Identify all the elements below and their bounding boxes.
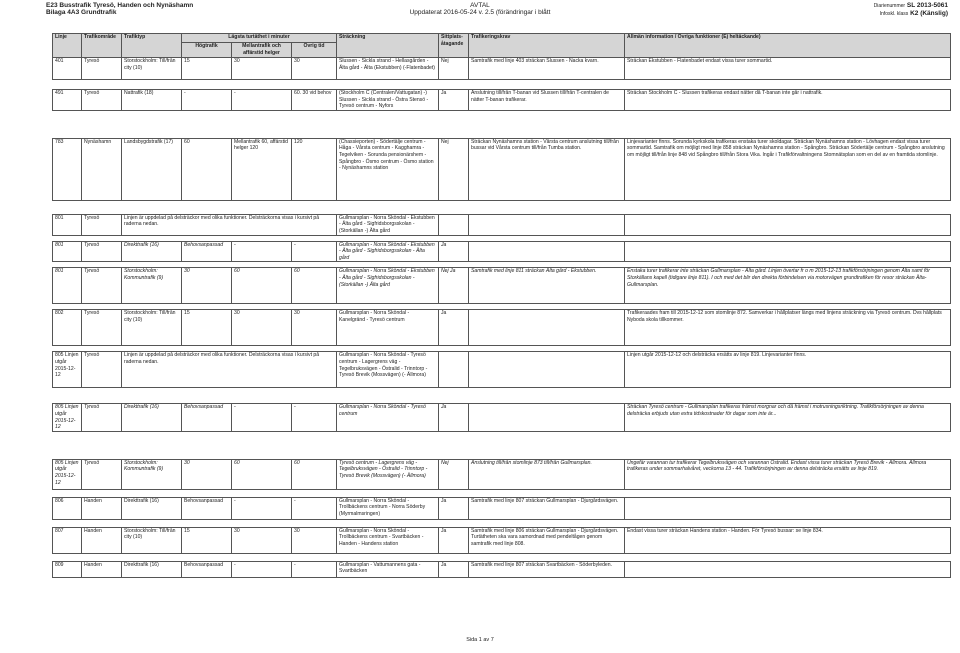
cell-omrade: Tyresö <box>82 268 122 304</box>
col-trafikeringskrav: Trafikeringskrav <box>469 34 625 58</box>
cell-mellantrafik: - <box>232 404 292 431</box>
col-turtathet: Lägsta turtäthet i minuter <box>182 34 337 43</box>
row-spacer <box>53 388 951 404</box>
cell-ovrig: 60. 30 vid behov <box>292 90 337 111</box>
row-spacer <box>53 519 951 527</box>
cell-ovrig: 120 <box>292 138 337 200</box>
cell-mellantrafik: 60 <box>232 459 292 489</box>
cell-krav: Anslutning till/från T-banan vid Slussen till/från T-centralen de nätter T-banan trafikerar. <box>469 90 625 111</box>
spacer-cell <box>53 388 951 404</box>
cell-ovrig: 30 <box>292 58 337 80</box>
cell-sittplats: Nej <box>439 459 469 489</box>
cell-trafiktyp: Nattrafik (18) <box>122 90 182 111</box>
cell-krav <box>469 241 625 262</box>
col-hogtrafik: Högtrafik <box>182 43 232 58</box>
cell-strackning: Gullmarsplan - Norra Sköndal - Tyresö centrum - Lagergrens väg - Tegelbruksvägen - Östralid - Trinntorp - Tyresö Brevik (Mossvägen) (- Ällmora) <box>337 352 439 388</box>
cell-sittplats: Ja <box>439 561 469 577</box>
cell-ovrig: - <box>292 241 337 262</box>
cell-ovrig: - <box>292 404 337 431</box>
cell-sittplats <box>439 214 469 235</box>
cell-ovrig: 60 <box>292 268 337 304</box>
table-row <box>53 58 951 80</box>
cell-mellantrafik: 60 <box>232 268 292 304</box>
table-row <box>53 404 951 431</box>
col-mellantrafik: Mellantrafik och affärstid helger <box>232 43 292 58</box>
cell-omrade: Tyresö <box>82 404 122 431</box>
table-row <box>53 214 951 235</box>
cell-krav: Samtrafik med linje 806 sträckan Gullmarsplan - Djurgårdsvägen. Turtätheten ska vara samordnad med pendeltågen genom samtrafik med linje 808. <box>469 527 625 553</box>
table-row <box>53 90 951 111</box>
cell-strackning: Gullmarsplan - Vattumannens gata - Svartbäcken <box>337 561 439 577</box>
cell-krav: Anslutning till/från stomlinje 873 till/från Gullmarsplan. <box>469 459 625 489</box>
cell-trafiktyp: Direkttrafik (16) <box>122 561 182 577</box>
cell-mellantrafik: - <box>232 90 292 111</box>
cell-linje: 801 <box>53 241 82 262</box>
cell-omrade: Tyresö <box>82 459 122 489</box>
cell-mellantrafik: - <box>232 561 292 577</box>
col-allman-info: Allmän information / Övriga funktioner (Ej heltäckande) <box>625 34 951 58</box>
spacer-cell <box>53 200 951 214</box>
cell-linje: 491 <box>53 90 82 111</box>
cell-info: Trafikeraades fram till 2015-12-12 som stomlinje 872. Samverkar i hållplatser längs med linjens sträckning via Tyresö centrum. Dvs hållplats Nyboda skola tillkommer. <box>625 310 951 346</box>
security-class: K2 (Känslig) <box>910 10 948 17</box>
cell-krav: Samtrafik med linje 807 sträckan Svartbäcken - Söderbyleden. <box>469 561 625 577</box>
cell-info: Ungefär varannan tur trafikerar Tegelbruksvägen och varannan Östralid. Endast vissa turer sträckan Tyresö Brevik - Ällmora. Ällmora trafikeras under sommarhalvåret, veckorna 13 - 44. Trafikförsörjningen av denna delsträcka ersätts av linje 819. <box>625 459 951 489</box>
document-header <box>0 2 960 16</box>
cell-omrade: Tyresö <box>82 310 122 346</box>
cell-hogtrafik: 60 <box>182 138 232 200</box>
table-row <box>53 268 951 304</box>
cell-omrade: Tyresö <box>82 58 122 80</box>
cell-linje: 809 <box>53 561 82 577</box>
cell-trafiktyp: Linjen är uppdelad på delsträckor med olika funktioner. Delsträckorna visas i kursivt på raderna nedan. <box>122 352 337 388</box>
cell-strackning: Gullmarsplan - Norra Sköndal - Ekstubben - Älta gård - Sigfridsborgsskolan - (Storkällan -) Älta gård <box>337 268 439 304</box>
row-spacer <box>53 553 951 561</box>
cell-mellantrafik: - <box>232 241 292 262</box>
cell-ovrig: - <box>292 497 337 519</box>
traffic-table <box>52 33 951 578</box>
cell-strackning: Gullmarsplan - Norra Sköndal - Ekstubben - Älta gård - Sigfridsborgsskolan - Älta gård <box>337 241 439 262</box>
cell-linje: 801 <box>53 268 82 304</box>
cell-mellantrafik: - <box>232 497 292 519</box>
col-sittplats: Sittplats-åtagande <box>439 34 469 58</box>
cell-krav <box>469 214 625 235</box>
cell-sittplats: Ja <box>439 527 469 553</box>
spacer-cell <box>53 553 951 561</box>
cell-ovrig: 60 <box>292 459 337 489</box>
cell-info <box>625 214 951 235</box>
cell-mellantrafik: 30 <box>232 527 292 553</box>
cell-hogtrafik: - <box>182 90 232 111</box>
cell-ovrig: 30 <box>292 310 337 346</box>
cell-hogtrafik: 30 <box>182 459 232 489</box>
cell-linje: 401 <box>53 58 82 80</box>
project-title: E23 Busstrafik Tyresö, Handen och Nynäshamn <box>46 2 194 9</box>
row-spacer <box>53 489 951 497</box>
cell-hogtrafik: 15 <box>182 527 232 553</box>
cell-ovrig: - <box>292 561 337 577</box>
cell-trafiktyp: Direkttrafik (16) <box>122 404 182 431</box>
cell-krav <box>469 310 625 346</box>
cell-linje: 805 Linjen utgår 2015-12-12 <box>53 459 82 489</box>
table-row <box>53 561 951 577</box>
cell-info: Sträckan Stockholm C - Slussen trafikeras endast nätter då T-banan inte går i nattrafik. <box>625 90 951 111</box>
cell-omrade: Tyresö <box>82 214 122 235</box>
cell-omrade: Nynäshamn <box>82 138 122 200</box>
cell-strackning: Slussen - Sickla strand - Hellasgården - Älta gård - Älta (Ekstubben) (-Flatenbadet) <box>337 58 439 80</box>
cell-sittplats: Ja <box>439 90 469 111</box>
cell-trafiktyp: Storstockholm: Till/från city (10) <box>122 58 182 80</box>
header-right <box>874 2 948 18</box>
cell-info <box>625 497 951 519</box>
cell-krav: Sträckan Nynäshamns station - Vårsta centrum anslutning till/från bussar vid Vårsta centrum till/från Tumba station. <box>469 138 625 200</box>
cell-omrade: Tyresö <box>82 241 122 262</box>
appendix-title: Bilaga 4A3 Grundtrafik <box>46 9 117 16</box>
cell-trafiktyp: Storstockholm: Kommuntrafik (9) <box>122 268 182 304</box>
row-spacer <box>53 110 951 138</box>
row-spacer <box>53 431 951 459</box>
cell-sittplats: Ja <box>439 241 469 262</box>
cell-strackning: (Chassieporten) - Södertälje centrum - Håga - Vårsta centrum - Kagghamra - Tegelviken - Sorunda pensionärshem - Spångbro - Ösmo centrum - Ösmo station - Nynäshamns station <box>337 138 439 200</box>
cell-hogtrafik: Behovsanpassad <box>182 404 232 431</box>
cell-krav <box>469 352 625 388</box>
table-row <box>53 459 951 489</box>
cell-strackning: Gullmarsplan - Norra Sköndal - Trollbäckens centrum - Svartbäcken - Handen - Handens station <box>337 527 439 553</box>
cell-info: Endast vissa turer sträckan Handens station - Handen. För Tyresö bussar: se linje 834. <box>625 527 951 553</box>
table-row <box>53 497 951 519</box>
cell-linje: 806 <box>53 497 82 519</box>
row-spacer <box>53 200 951 214</box>
table-row <box>53 310 951 346</box>
cell-strackning: Gullmarsplan - Norra Sköndal - Tyresö centrum <box>337 404 439 431</box>
col-ovrig-tid: Övrig tid <box>292 43 337 58</box>
col-linje: Linje <box>53 34 82 58</box>
cell-linje: 807 <box>53 527 82 553</box>
cell-trafiktyp: Storstockholm: Till/från city (10) <box>122 310 182 346</box>
cell-info <box>625 241 951 262</box>
cell-linje: 805 Linjen utgår 2015-12-12 <box>53 352 82 388</box>
cell-mellantrafik: 30 <box>232 58 292 80</box>
diary-label: Diarienummer <box>873 3 906 9</box>
cell-info: Enstaka turer trafikerar inte sträckan Gullmarsplan - Älta gård. Linjen övertar fr o m 2015-12-13 trafikförsörjningen genom Älta samt för Storkällans kapell (tidigare linje 811). I och med det blir den direkta förbindelsen via motorvägen grundtrafiken för resor sträckan Älta-Gullmarsplan. <box>625 268 951 304</box>
cell-sittplats: Ja <box>439 497 469 519</box>
cell-linje: 802 <box>53 310 82 346</box>
cell-linje: 783 <box>53 138 82 200</box>
cell-mellantrafik: 30 <box>232 310 292 346</box>
cell-mellantrafik: Mellantrafik 60, affärstid helger 120 <box>232 138 292 200</box>
col-trafikomrade: Trafikområde <box>82 34 122 58</box>
table-body <box>53 58 951 578</box>
cell-omrade: Tyresö <box>82 352 122 388</box>
contract-label: AVTAL <box>470 2 490 9</box>
cell-trafiktyp: Direkttrafik (16) <box>122 241 182 262</box>
cell-sittplats: Nej Ja <box>439 268 469 304</box>
cell-hogtrafik: 15 <box>182 58 232 80</box>
cell-info: Sträckan Ekstubben - Flatenbadet endast vissa turer sommartid. <box>625 58 951 80</box>
cell-sittplats: Ja <box>439 404 469 431</box>
header-center <box>0 2 960 16</box>
spacer-cell <box>53 519 951 527</box>
cell-omrade: Handen <box>82 527 122 553</box>
cell-strackning: Tyresö centrum - Lagergrens väg - Tegelbruksvägen - Östralid - Trinntorp - Tyresö Brevik (Mossvägen) (- Ällmora) <box>337 459 439 489</box>
col-strackning: Sträckning <box>337 34 439 58</box>
cell-trafiktyp: Storstockholm: Till/från city (10) <box>122 527 182 553</box>
page-number: Sida 1 av 7 <box>466 637 494 643</box>
cell-info <box>625 561 951 577</box>
cell-linje: 801 <box>53 214 82 235</box>
diary-number: SL 2013-5061 <box>906 2 948 9</box>
cell-strackning: (Stockholm C (Centralen/Vattugatan) -) Slussen - Sickla strand - Östra Stensö - Tyresö centrum - Nyfors <box>337 90 439 111</box>
security-label: Infoskl. klass <box>879 11 909 17</box>
table-row <box>53 352 951 388</box>
cell-krav: Samtrafik med linje 807 sträckan Gullmarsplan - Djurgårdsvägen. <box>469 497 625 519</box>
cell-omrade: Handen <box>82 561 122 577</box>
row-spacer <box>53 80 951 90</box>
cell-trafiktyp: Landsbygdstrafik (17) <box>122 138 182 200</box>
cell-krav: Samtrafik med linje 811 sträckan Älta gård - Ekstubben. <box>469 268 625 304</box>
cell-sittplats: Ja <box>439 310 469 346</box>
cell-info: Linjen utgår 2015-12-12 och delsträcka ersätts av linje 819. Linjevarianter finns. <box>625 352 951 388</box>
cell-strackning: Gullmarsplan - Norra Sköndal - Ekstubben - Älta gård - Sigfridsborgsskolan - (Storkällan -) Älta gård <box>337 214 439 235</box>
cell-omrade: Tyresö <box>82 90 122 111</box>
cell-omrade: Handen <box>82 497 122 519</box>
cell-strackning: Gullmarsplan - Norra Sköndal - Trollbäckens centrum - Norra Söderby (Myrmalmsringen) <box>337 497 439 519</box>
cell-info: Sträckan Tyresö centrum - Gullmarsplan trafikeras främst morgnar och då främst i motrusningsriktning. Trafikförsörjningen av denna delsträcka erbjuds utan extra tidskostnader för dagar som inte är... <box>625 404 951 431</box>
cell-hogtrafik: Behovsanpassad <box>182 497 232 519</box>
table-row <box>53 138 951 200</box>
cell-trafiktyp: Linjen är uppdelad på delsträckor med olika funktioner. Delsträckorna visas i kursivt på raderna nedan. <box>122 214 337 235</box>
spacer-cell <box>53 110 951 138</box>
cell-trafiktyp: Direkttrafik (16) <box>122 497 182 519</box>
cell-krav <box>469 404 625 431</box>
cell-sittplats: Nej <box>439 58 469 80</box>
col-trafiktyp: Trafiktyp <box>122 34 182 58</box>
update-note: Uppdaterat 2016-05-24 v. 2.5 (förändringar i blått <box>409 9 551 16</box>
spacer-cell <box>53 489 951 497</box>
cell-trafiktyp: Storstockholm: Kommuntrafik (9) <box>122 459 182 489</box>
cell-ovrig: 30 <box>292 527 337 553</box>
table-row <box>53 527 951 553</box>
cell-sittplats: Nej <box>439 138 469 200</box>
table-row <box>53 241 951 262</box>
spacer-cell <box>53 80 951 90</box>
cell-hogtrafik: Behovsanpassad <box>182 561 232 577</box>
cell-krav: Samtrafik med linje 403 sträckan Slussen - Nacka kvarn. <box>469 58 625 80</box>
cell-hogtrafik: 15 <box>182 310 232 346</box>
cell-hogtrafik: Behovsanpassad <box>182 241 232 262</box>
cell-strackning: Gullmarsplan - Norra Sköndal - Kanelgränd - Tyresö centrum <box>337 310 439 346</box>
cell-info: Linjevarianter finns. Sorunda kyrkskola trafikeras enstaka turer skoldagar. Sträckan Nynäshamns station - Lövhagen endast vissa turer sommartid. Samtrafik om möjligt med linje 858 sträckan Nynäshamns station - Spångbro. Sträckan Södertälje centrum - Spångbro anslutning om möjligt till/från linje 848 vid Spångbro till/från Stora Vika. Ingår i Trafikförvaltningens Stomnätsplan som en del av en framtida stomlinje. <box>625 138 951 200</box>
cell-linje: 805 Linjen utgår 2015-12-12 <box>53 404 82 431</box>
cell-sittplats <box>439 352 469 388</box>
cell-hogtrafik: 30 <box>182 268 232 304</box>
spacer-cell <box>53 431 951 459</box>
